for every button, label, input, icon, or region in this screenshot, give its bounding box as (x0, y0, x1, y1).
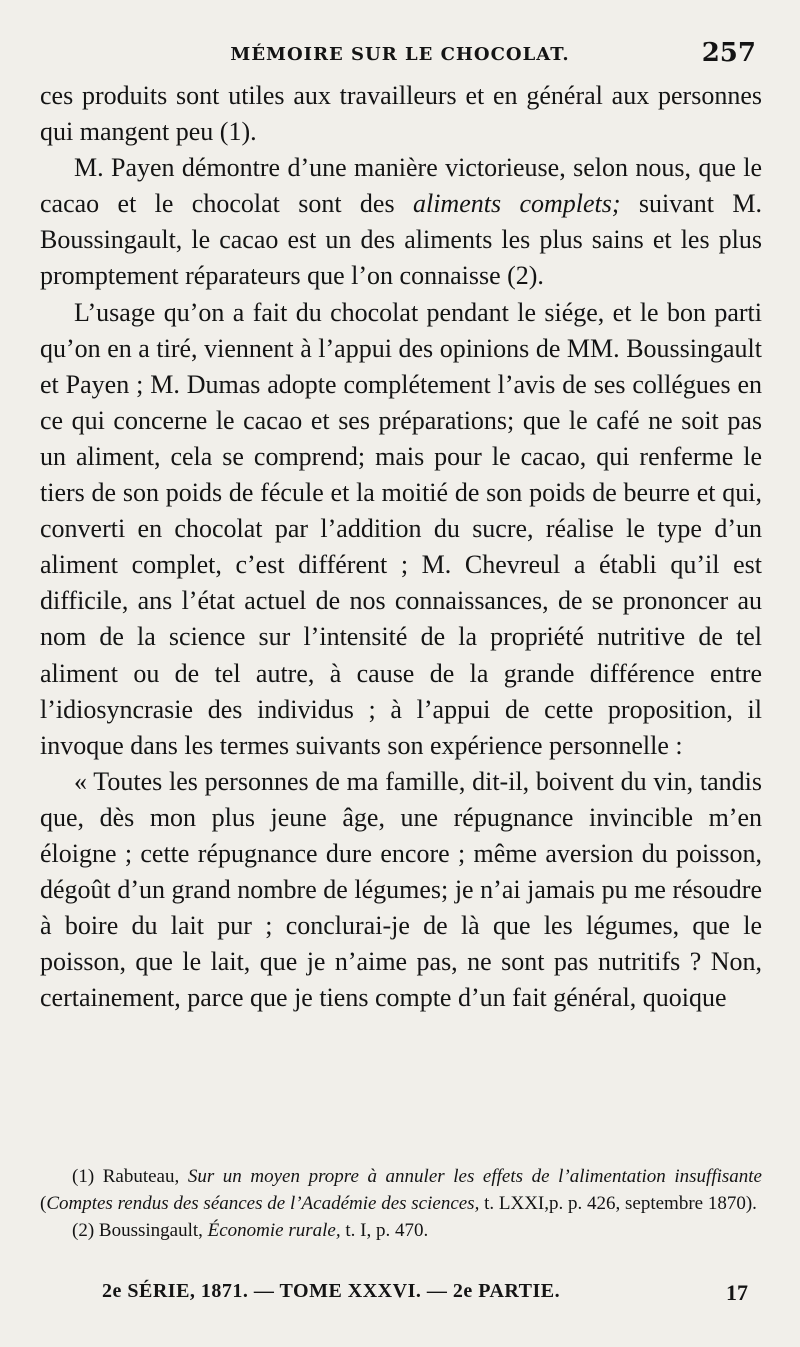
footnote-2 (40, 1217, 762, 1244)
footnote-1 (40, 1163, 762, 1217)
printer-signature (40, 1280, 760, 1310)
paragraph-2-text-a: M. Payen démontre d’une manière victorieuse, selon nous, que le cacao et le chocolat sont des (40, 153, 762, 219)
sheet-number: 17 (726, 1280, 748, 1305)
paragraph-3 (40, 295, 762, 764)
body-text (40, 78, 762, 1016)
footnote-1-paren: ( (40, 1193, 47, 1214)
footnote-1-journal: Comptes rendus des séances de l’Académie des sciences, (46, 1193, 480, 1214)
paragraph-3-text: L’usage qu’on a fait du chocolat pendant le siége, et le bon parti qu’on en a tiré, viennent à l’appui des opinions de MM. Boussingault et Payen ; M. Dumas adopte complétement l’avis de ses collégues en ce qui concerne le cacao et ses préparations; que le café ne soit pas un aliment, cela se comprend; mais pour le cacao, qui renferme le tiers de son poids de fécule et la moitié de son poids de beurre et qui, converti en chocolat par l’addition du sucre, réalise le type d’un aliment complet, c’est différent ; M. Chevreul a établi qu’il est difficile, ans l’état actuel de nos connaissances, de se prononcer au nom de la science sur l’intensité de la propriété nutritive de tel aliment ou de tel autre, à cause de la grande différence entre l’idiosyncrasie des individus ; à l’appui de cette proposition, il invoque dans les termes suivants son expérience personnelle : (40, 297, 762, 760)
footnote-1-author: (1) Rabuteau, (72, 1166, 188, 1187)
paragraph-1-text: ces produits sont utiles aux travailleurs et en général aux personnes qui mangent peu (1). (40, 81, 762, 147)
page-number: 257 (701, 38, 756, 68)
paragraph-1 (40, 78, 762, 150)
footnote-2-title: Économie rurale, (207, 1220, 341, 1241)
paragraph-2-italic: aliments complets; (412, 189, 621, 219)
footnote-2-author: (2) Boussingault, (72, 1220, 208, 1241)
footnote-2-ref: t. I, p. 470. (340, 1220, 429, 1241)
paragraph-2-text-b: suivant M. Boussingault, le cacao est un des aliments les plus sains et les plus promptement réparateurs que l’on connaisse (2). (40, 189, 762, 291)
footnotes (40, 1163, 762, 1244)
paragraph-2 (40, 150, 762, 294)
signature-text: 2e SÉRIE, 1871. — TOME XXXVI. — 2e PARTIE. (102, 1280, 561, 1302)
paragraph-4-text: « Toutes les personnes de ma famille, dit-il, boivent du vin, tandis que, dès mon plus jeune âge, une répugnance invincible m’en éloigne ; cette répugnance dure encore ; même aversion du poisson, dégoût d’un grand nombre de légumes; je n’ai jamais pu me résoudre à boire du lait pur ; conclurai-je de là que les légumes, que le poisson, que le lait, que je n’aime pas, ne sont pas nutritifs ? Non, certainement, parce que je tiens compte d’un fait général, quoique (40, 766, 762, 1013)
footnote-1-title: Sur un moyen propre à annuler les effets de l’alimentation insuffisante (187, 1166, 762, 1187)
paragraph-4 (40, 764, 762, 1017)
page-header (40, 36, 760, 76)
footnote-1-ref: t. LXXI,p. p. 426, septembre 1870). (479, 1193, 757, 1214)
running-title: MÉMOIRE SUR LE CHOCOLAT. (230, 44, 570, 65)
